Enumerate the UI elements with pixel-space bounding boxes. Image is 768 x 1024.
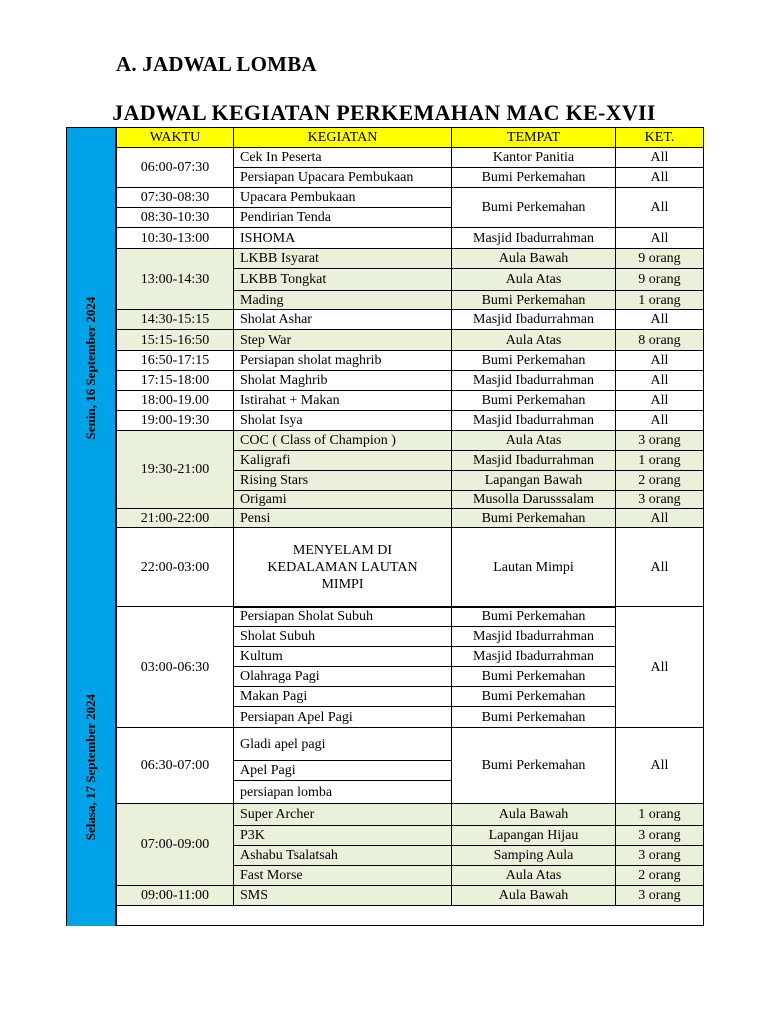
tempat-cell-text: Bumi Perkemahan [481,353,586,368]
header-waktu [117,128,234,148]
kegiatan-cell-text: Persiapan sholat maghrib [240,353,382,368]
ket-cell [616,431,704,451]
tempat-cell-text: Bumi Perkemahan [481,170,586,185]
tempat-cell [452,269,616,291]
time-cell-text: 10:30-13:00 [140,230,210,246]
ket-cell [616,451,704,471]
tempat-cell [452,886,616,906]
tempat-cell-text: Aula Bawah [498,251,569,266]
kegiatan-cell [234,528,452,607]
tempat-cell [452,707,616,728]
kegiatan-cell [234,627,452,647]
day-label: Senin, 16 September 2024 [83,296,98,439]
tempat-cell [452,728,616,804]
kegiatan-cell [234,491,452,509]
kegiatan-cell-text: LKBB Isyarat [240,251,319,266]
kegiatan-cell [234,291,452,310]
ket-cell-text: 3 orang [638,492,681,507]
ket-cell-text: All [650,312,669,327]
tempat-cell [452,249,616,269]
schedule-table [66,127,704,926]
ket-cell [616,188,704,228]
time-cell [117,804,234,886]
time-cell-text: 09:00-11:00 [141,888,209,903]
kegiatan-cell-text: Ashabu Tsalatsah [240,848,338,863]
page-title: JADWAL KEGIATAN PERKEMAHAN MAC KE-XVII [112,100,656,125]
time-cell-text: 15:15-16:50 [140,332,210,348]
tempat-cell [452,351,616,371]
tempat-cell [452,411,616,431]
time-cell-text: 06:00-07:30 [140,160,210,175]
kegiatan-cell [234,310,452,330]
time-cell [117,528,234,607]
ket-cell [616,228,704,249]
ket-cell [616,391,704,411]
tempat-cell-text: Bumi Perkemahan [481,669,586,684]
ket-cell-text: All [650,200,669,215]
kegiatan-cell [234,471,452,491]
time-cell [117,249,234,310]
tempat-cell [452,627,616,647]
ket-cell-text: All [650,150,669,165]
ket-cell-text: All [650,353,669,368]
ket-cell-text: All [650,373,669,388]
kegiatan-cell [234,371,452,391]
kegiatan-cell [234,269,452,291]
ket-cell [616,509,704,528]
ket-cell [616,310,704,330]
tempat-cell [452,826,616,846]
day-column-monday [67,128,117,607]
kegiatan-cell [234,188,452,208]
kegiatan-cell-text: Pensi [240,510,271,526]
ket-cell-text: 2 orang [638,473,681,488]
ket-cell [616,846,704,866]
header-waktu-text: WAKTU [149,130,201,145]
kegiatan-cell [234,846,452,866]
ket-cell [616,351,704,371]
kegiatan-cell-text: persiapan lomba [240,784,333,800]
kegiatan-cell-text: MENYELAM DI KEDALAMAN LAUTAN MIMPI [267,542,418,592]
ket-cell [616,528,704,607]
kegiatan-cell [234,728,452,761]
tempat-cell [452,228,616,249]
kegiatan-cell [234,168,452,188]
kegiatan-cell [234,249,452,269]
tempat-cell [452,431,616,451]
kegiatan-cell-text: P3K [240,828,265,843]
tempat-cell-text: Lapangan Bawah [484,473,583,488]
tempat-cell-text: Bumi Perkemahan [481,393,586,408]
tempat-cell [452,866,616,886]
time-cell [117,411,234,431]
kegiatan-cell [234,761,452,781]
kegiatan-cell-text: Makan Pagi [240,689,308,704]
time-cell [117,391,234,411]
kegiatan-cell-text: Olahraga Pagi [240,669,320,684]
tempat-cell-text: Samping Aula [493,848,574,863]
kegiatan-cell-text: Step War [240,332,292,348]
kegiatan-cell-text: Sholat Maghrib [240,373,328,388]
time-cell-text: 19:00-19:30 [140,413,210,428]
time-cell-text: 13:00-14:30 [140,271,210,287]
ket-cell [616,168,704,188]
tempat-cell [452,846,616,866]
kegiatan-cell [234,607,452,627]
ket-cell-text: All [650,559,669,575]
time-cell-text: 07:00-09:00 [140,837,210,852]
kegiatan-cell-text: Kaligrafi [240,453,291,468]
time-cell-text: 08:30-10:30 [140,210,210,225]
ket-cell [616,886,704,906]
header-kegiatan [234,128,452,148]
ket-cell [616,804,704,826]
kegiatan-cell [234,208,452,228]
tempat-cell-text: Masjid Ibadurrahman [473,312,594,327]
tempat-cell [452,687,616,707]
ket-cell-text: 9 orang [638,272,681,287]
tempat-cell [452,330,616,351]
ket-cell-text: All [650,230,669,246]
ket-cell-text: 1 orang [638,453,681,468]
ket-cell [616,411,704,431]
tempat-cell-text: Bumi Perkemahan [481,292,586,308]
time-cell [117,431,234,509]
tempat-cell [452,607,616,627]
kegiatan-cell-text: Pendirian Tenda [240,210,331,225]
ket-cell [616,607,704,728]
kegiatan-cell [234,707,452,728]
kegiatan-cell-text: Upacara Pembukaan [240,190,356,205]
header-kegiatan-text: KEGIATAN [307,130,378,145]
kegiatan-cell [234,391,452,411]
ket-cell-text: 1 orang [638,292,681,308]
kegiatan-cell [234,228,452,249]
tempat-cell [452,804,616,826]
tempat-cell-text: Aula Atas [505,272,562,287]
time-cell-text: 07:30-08:30 [140,190,210,205]
header-tempat-text: TEMPAT [506,130,561,145]
tempat-cell [452,509,616,528]
tempat-cell-text: Bumi Perkemahan [481,200,586,215]
tempat-cell-text: Lautan Mimpi [493,559,574,575]
tempat-cell-text: Bumi Perkemahan [481,758,586,773]
ket-cell [616,291,704,310]
kegiatan-cell [234,804,452,826]
time-cell [117,148,234,188]
kegiatan-cell [234,667,452,687]
tempat-cell-text: Kantor Panitia [492,150,575,165]
ket-cell-text: All [650,758,669,773]
tempat-cell [452,667,616,687]
tempat-cell [452,471,616,491]
tempat-cell-text: Masjid Ibadurrahman [473,230,594,246]
time-cell [117,228,234,249]
time-cell-text: 14:30-15:15 [140,312,210,327]
ket-cell-text: 3 orang [638,828,681,843]
ket-cell [616,249,704,269]
tempat-cell-text: Aula Bawah [498,888,569,903]
kegiatan-cell-text: Cek In Peserta [240,150,322,165]
kegiatan-cell-text: Sholat Isya [240,413,303,428]
kegiatan-cell-text: Fast Morse [240,868,303,883]
ket-cell [616,471,704,491]
kegiatan-cell-text: Persiapan Sholat Subuh [240,609,373,624]
time-cell [117,509,234,528]
kegiatan-cell-text: Apel Pagi [240,763,296,778]
ket-cell-text: All [650,393,669,408]
header-tempat [452,128,616,148]
ket-cell-text: 2 orang [638,868,681,883]
tempat-cell-text: Aula Bawah [498,807,569,822]
tempat-cell [452,371,616,391]
kegiatan-cell [234,781,452,804]
tempat-cell-text: Musolla Darusssalam [473,492,594,507]
time-cell-text: 21:00-22:00 [140,510,210,526]
ket-cell-text: 3 orang [638,888,681,903]
kegiatan-cell-text: Origami [240,492,287,507]
tempat-cell [452,148,616,168]
day-label: Selasa, 17 September 2024 [83,693,98,840]
kegiatan-cell [234,886,452,906]
ket-cell-text: All [650,170,669,185]
tempat-cell [452,528,616,607]
ket-cell-text: All [650,659,669,675]
tempat-cell-text: Bumi Perkemahan [481,609,586,624]
kegiatan-cell [234,647,452,667]
kegiatan-cell-text: ISHOMA [240,230,296,246]
ket-cell-text: 3 orang [638,433,681,448]
kegiatan-cell-text: Persiapan Upacara Pembukaan [240,170,414,185]
ket-cell [616,491,704,509]
kegiatan-cell [234,431,452,451]
time-cell [117,728,234,804]
kegiatan-cell-text: Sholat Subuh [240,629,316,644]
kegiatan-cell [234,687,452,707]
kegiatan-cell [234,351,452,371]
ket-cell-text: 8 orang [638,332,681,348]
kegiatan-cell-text: Super Archer [240,807,315,822]
tempat-cell [452,391,616,411]
time-cell [117,351,234,371]
tempat-cell-text: Masjid Ibadurrahman [473,413,594,428]
ket-cell [616,866,704,886]
kegiatan-cell [234,509,452,528]
ket-cell-text: 9 orang [638,251,681,266]
tempat-cell-text: Masjid Ibadurrahman [473,373,594,388]
kegiatan-cell [234,330,452,351]
kegiatan-cell-text: Mading [240,292,284,308]
time-cell-text: 06:30-07:00 [140,758,210,773]
ket-cell-text: 1 orang [638,807,681,822]
kegiatan-cell [234,411,452,431]
kegiatan-cell-text: Sholat Ashar [240,312,312,327]
time-cell-text: 22:00-03:00 [140,559,210,575]
kegiatan-cell [234,826,452,846]
time-cell-text: 03:00-06:30 [140,659,210,675]
time-cell-text: 16:50-17:15 [140,353,210,368]
time-cell [117,188,234,208]
section-heading: A. JADWAL LOMBA [116,52,317,76]
kegiatan-cell-text: Istirahat + Makan [240,393,340,408]
tempat-cell-text: Aula Atas [505,332,562,348]
tempat-cell-text: Bumi Perkemahan [481,510,586,526]
time-cell [117,208,234,228]
kegiatan-cell-text: Gladi apel pagi [240,736,326,752]
kegiatan-cell-text: LKBB Tongkat [240,272,327,287]
time-cell [117,607,234,728]
kegiatan-cell-text: Rising Stars [240,473,309,488]
kegiatan-cell [234,148,452,168]
tempat-cell-text: Lapangan Hijau [488,828,579,843]
tempat-cell [452,310,616,330]
kegiatan-cell-text: COC ( Class of Champion ) [240,433,396,448]
tempat-cell [452,168,616,188]
time-cell [117,310,234,330]
tempat-cell-text: Masjid Ibadurrahman [473,629,594,644]
ket-cell-text: All [650,413,669,428]
ket-cell [616,728,704,804]
tempat-cell-text: Bumi Perkemahan [481,709,586,725]
tempat-cell-text: Bumi Perkemahan [481,689,586,704]
ket-cell [616,371,704,391]
header-ket [616,128,704,148]
time-cell [117,886,234,906]
time-cell-text: 18:00-19.00 [140,393,210,408]
tempat-cell [452,647,616,667]
kegiatan-cell-text: SMS [240,888,269,903]
time-cell-text: 17:15-18:00 [140,373,210,388]
ket-cell-text: All [650,510,669,526]
kegiatan-cell-text: Persiapan Apel Pagi [240,709,353,725]
kegiatan-cell [234,451,452,471]
tempat-cell-text: Masjid Ibadurrahman [473,649,594,664]
tempat-cell [452,451,616,471]
ket-cell-text: 3 orang [638,848,681,863]
ket-cell [616,330,704,351]
kegiatan-cell-text: Kultum [240,649,283,664]
ket-cell [616,269,704,291]
time-cell-text: 19:30-21:00 [140,462,210,477]
kegiatan-cell [234,866,452,886]
ket-cell [616,826,704,846]
header-ket-text: KET. [644,130,675,145]
tempat-cell [452,491,616,509]
tempat-cell-text: Aula Atas [505,868,562,883]
ket-cell [616,148,704,168]
tempat-cell [452,188,616,228]
tempat-cell-text: Masjid Ibadurrahman [473,453,594,468]
time-cell [117,330,234,351]
tempat-cell-text: Aula Atas [505,433,562,448]
time-cell [117,371,234,391]
day-column-tuesday [67,607,117,926]
tempat-cell [452,291,616,310]
